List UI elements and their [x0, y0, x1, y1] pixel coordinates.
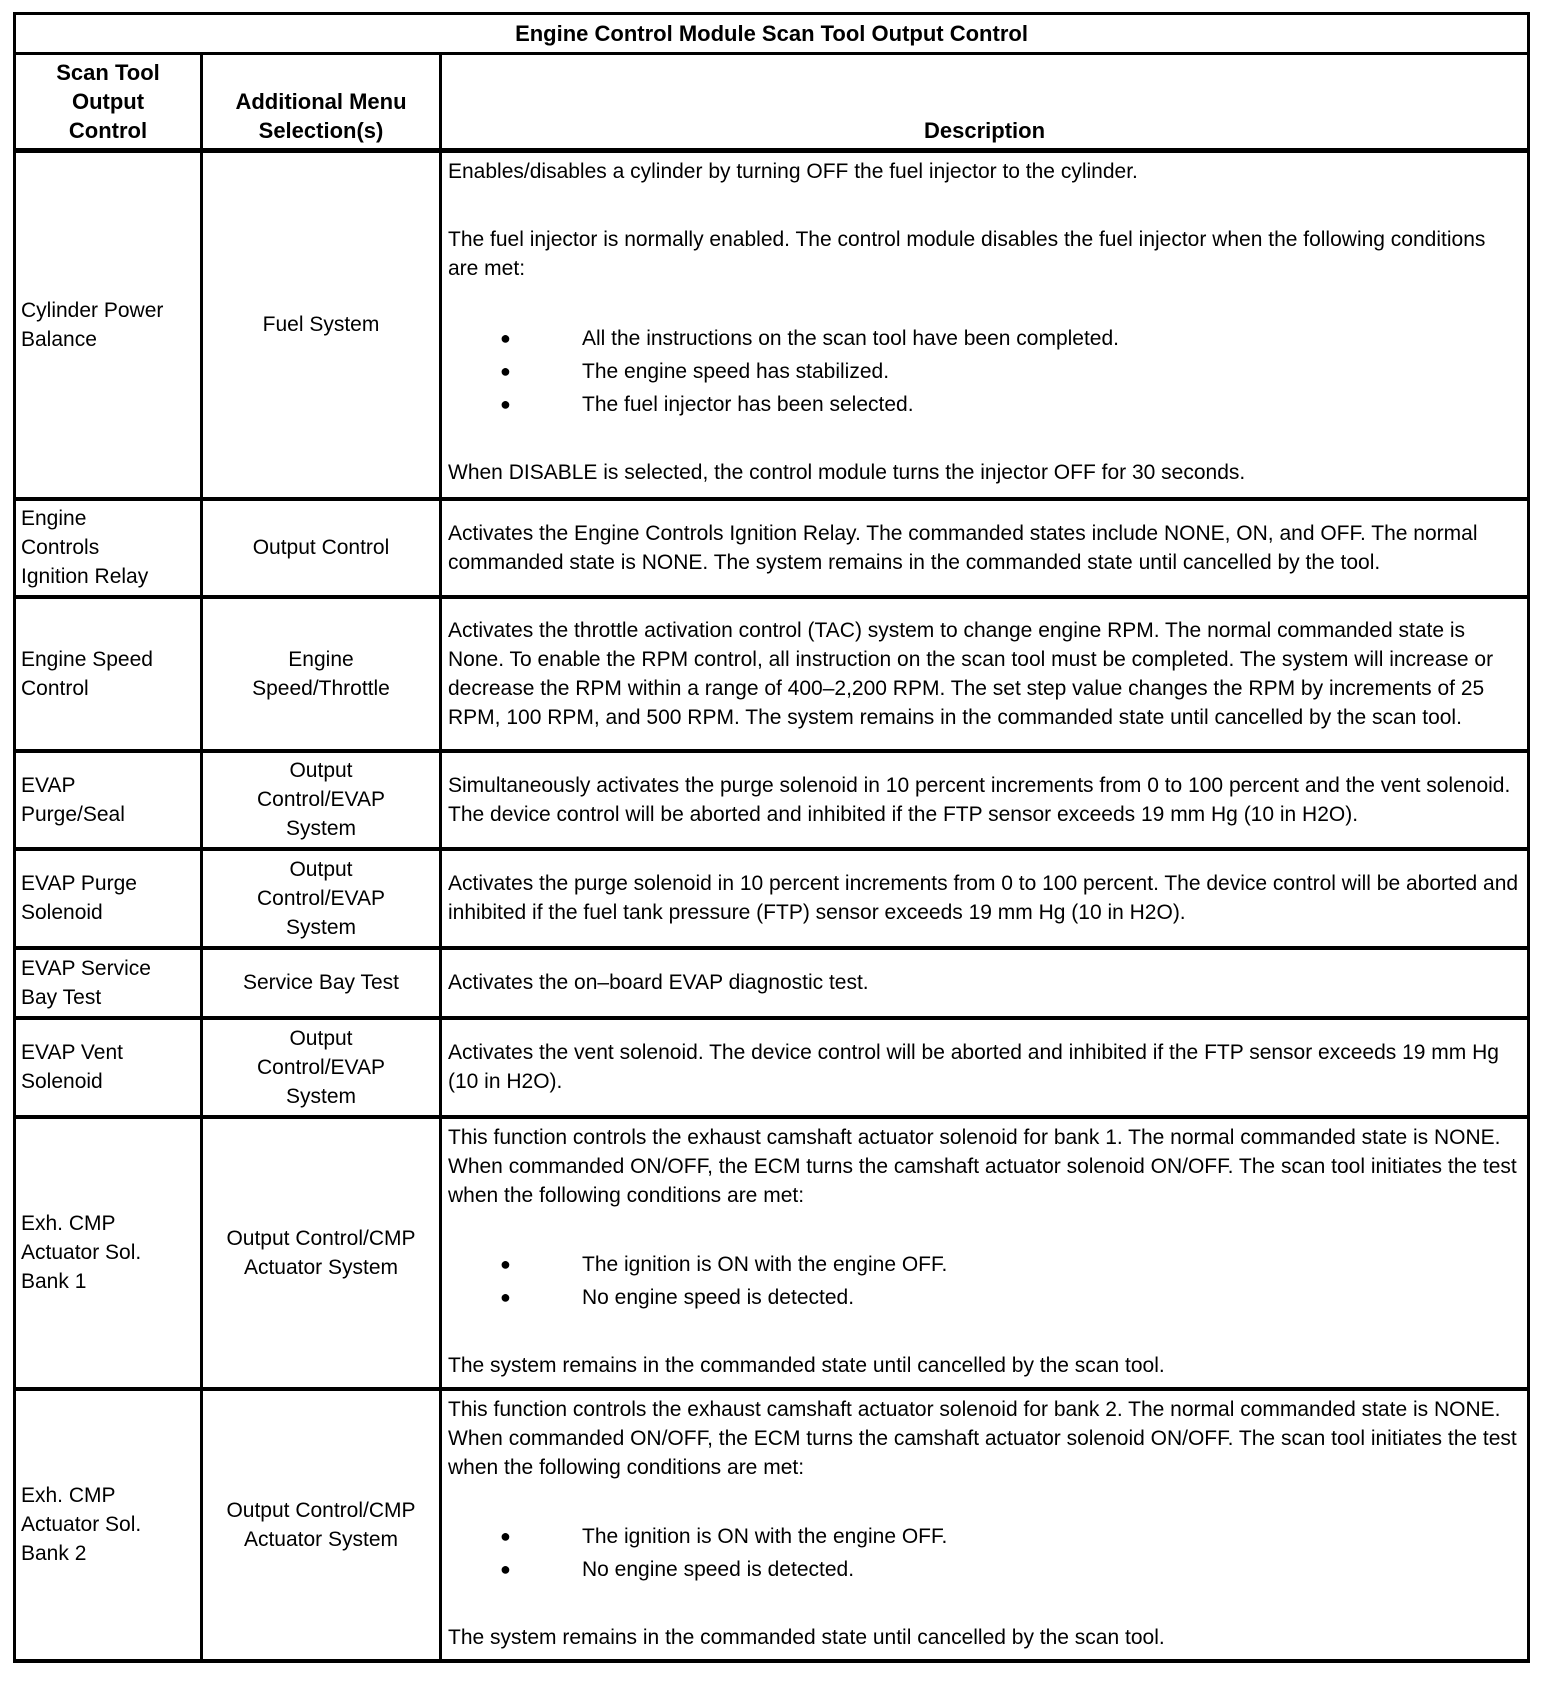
table-title-row [15, 14, 1529, 54]
description-outro: When DISABLE is selected, the control module turns the injector OFF for 30 seconds. [448, 461, 1246, 484]
menu-selection: Output Control/EVAP System [202, 1018, 441, 1117]
list-item-text: All the instructions on the scan tool have been completed. [582, 327, 1119, 350]
bullet-icon: ● [500, 1525, 511, 1546]
output-control-name: Engine Controls Ignition Relay [15, 499, 202, 597]
output-control-name: EVAP Vent Solenoid [15, 1018, 202, 1117]
description: Activates the Engine Controls Ignition Relay. The commanded states include NONE, ON, and OFF. The normal commanded state is NONE. The system remains in the commanded state until cancelled by the tool. [441, 499, 1529, 597]
list-item [448, 388, 1521, 421]
description-intro: This function controls the exhaust camshaft actuator solenoid for bank 2. The normal commanded state is NONE. When commanded ON/OFF, the ECM turns the camshaft actuator solenoid ON/OFF. The scan tool initiates the test when the following conditions are met: [448, 1397, 1517, 1479]
table-row [15, 1117, 1529, 1389]
table-row [15, 849, 1529, 948]
description [441, 1117, 1529, 1389]
output-control-name: EVAP Purge/Seal [15, 751, 202, 849]
description: Activates the purge solenoid in 10 percent increments from 0 to 100 percent. The device control will be aborted and inhibited if the fuel tank pressure (FTP) sensor exceeds 19 mm Hg (10 in H2O). [441, 849, 1529, 948]
output-control-name: Cylinder Power Balance [15, 151, 202, 499]
conditions-list [448, 322, 1521, 421]
bullet-icon: ● [500, 1558, 511, 1579]
bullet-icon: ● [500, 1253, 511, 1274]
table-row [15, 1389, 1529, 1661]
output-control-name: Engine Speed Control [15, 597, 202, 751]
output-control-name: Exh. CMP Actuator Sol. Bank 1 [15, 1117, 202, 1389]
list-item [448, 355, 1521, 388]
bullet-icon: ● [500, 361, 511, 381]
conditions-list [448, 1520, 1521, 1586]
list-item [448, 322, 1521, 355]
table-row [15, 948, 1529, 1018]
table-row [15, 151, 1529, 499]
bullet-icon: ● [500, 1286, 511, 1307]
table-row [15, 499, 1529, 597]
list-item [448, 1281, 1521, 1314]
description-intro: Enables/disables a cylinder by turning OFF the fuel injector to the cylinder. [448, 160, 1138, 183]
description-outro: The system remains in the commanded state until cancelled by the scan tool. [448, 1353, 1165, 1377]
menu-selection: Output Control [202, 499, 441, 597]
list-item [448, 1553, 1521, 1586]
header-scan-tool-output-control: Scan Tool Output Control [15, 54, 202, 151]
description-intro: This function controls the exhaust camshaft actuator solenoid for bank 1. The normal commanded state is NONE. When commanded ON/OFF, the ECM turns the camshaft actuator solenoid ON/OFF. The scan tool initiates the test when the following conditions are met: [448, 1125, 1517, 1207]
menu-selection: Service Bay Test [202, 948, 441, 1018]
description [441, 151, 1529, 499]
description-conditions-intro: The fuel injector is normally enabled. The control module disables the fuel injector when the following conditions are met: [448, 228, 1486, 280]
list-item-text: No engine speed is detected. [582, 1285, 855, 1309]
menu-selection: Output Control/EVAP System [202, 849, 441, 948]
bullet-icon: ● [500, 328, 511, 348]
list-item [448, 1248, 1521, 1281]
menu-selection: Fuel System [202, 151, 441, 499]
output-control-name: Exh. CMP Actuator Sol. Bank 2 [15, 1389, 202, 1661]
table-header-row [15, 54, 1529, 151]
list-item-text: The engine speed has stabilized. [582, 360, 890, 383]
ecm-output-control-table [13, 12, 1530, 1663]
table-title: Engine Control Module Scan Tool Output Control [15, 14, 1529, 54]
menu-selection: Output Control/CMP Actuator System [202, 1389, 441, 1661]
description: Simultaneously activates the purge solenoid in 10 percent increments from 0 to 100 percent and the vent solenoid. The device control will be aborted and inhibited if the FTP sensor exceeds 19 mm Hg (10 in H2O). [441, 751, 1529, 849]
table-row [15, 1018, 1529, 1117]
output-control-name: EVAP Purge Solenoid [15, 849, 202, 948]
list-item-text: The fuel injector has been selected. [582, 393, 914, 416]
list-item-text: No engine speed is detected. [582, 1557, 855, 1581]
bullet-icon: ● [500, 394, 511, 414]
table-row [15, 597, 1529, 751]
menu-selection: Engine Speed/Throttle [202, 597, 441, 751]
description: Activates the throttle activation control (TAC) system to change engine RPM. The normal commanded state is None. To enable the RPM control, all instruction on the scan tool must be completed. The system will increase or decrease the RPM within a range of 400–2,200 RPM. The set step value changes the RPM by increments of 25 RPM, 100 RPM, and 500 RPM. The system remains in the commanded state until cancelled by the scan tool. [441, 597, 1529, 751]
list-item [448, 1520, 1521, 1553]
menu-selection: Output Control/CMP Actuator System [202, 1117, 441, 1389]
description: Activates the vent solenoid. The device control will be aborted and inhibited if the FTP sensor exceeds 19 mm Hg (10 in H2O). [441, 1018, 1529, 1117]
table-row [15, 751, 1529, 849]
list-item-text: The ignition is ON with the engine OFF. [582, 1252, 948, 1276]
header-additional-menu-selections: Additional Menu Selection(s) [202, 54, 441, 151]
list-item-text: The ignition is ON with the engine OFF. [582, 1524, 948, 1548]
description [441, 1389, 1529, 1661]
output-control-name: EVAP Service Bay Test [15, 948, 202, 1018]
description-outro: The system remains in the commanded state until cancelled by the scan tool. [448, 1625, 1165, 1649]
conditions-list [448, 1248, 1521, 1314]
description: Activates the on–board EVAP diagnostic test. [441, 948, 1529, 1018]
header-description: Description [441, 54, 1529, 151]
menu-selection: Output Control/EVAP System [202, 751, 441, 849]
